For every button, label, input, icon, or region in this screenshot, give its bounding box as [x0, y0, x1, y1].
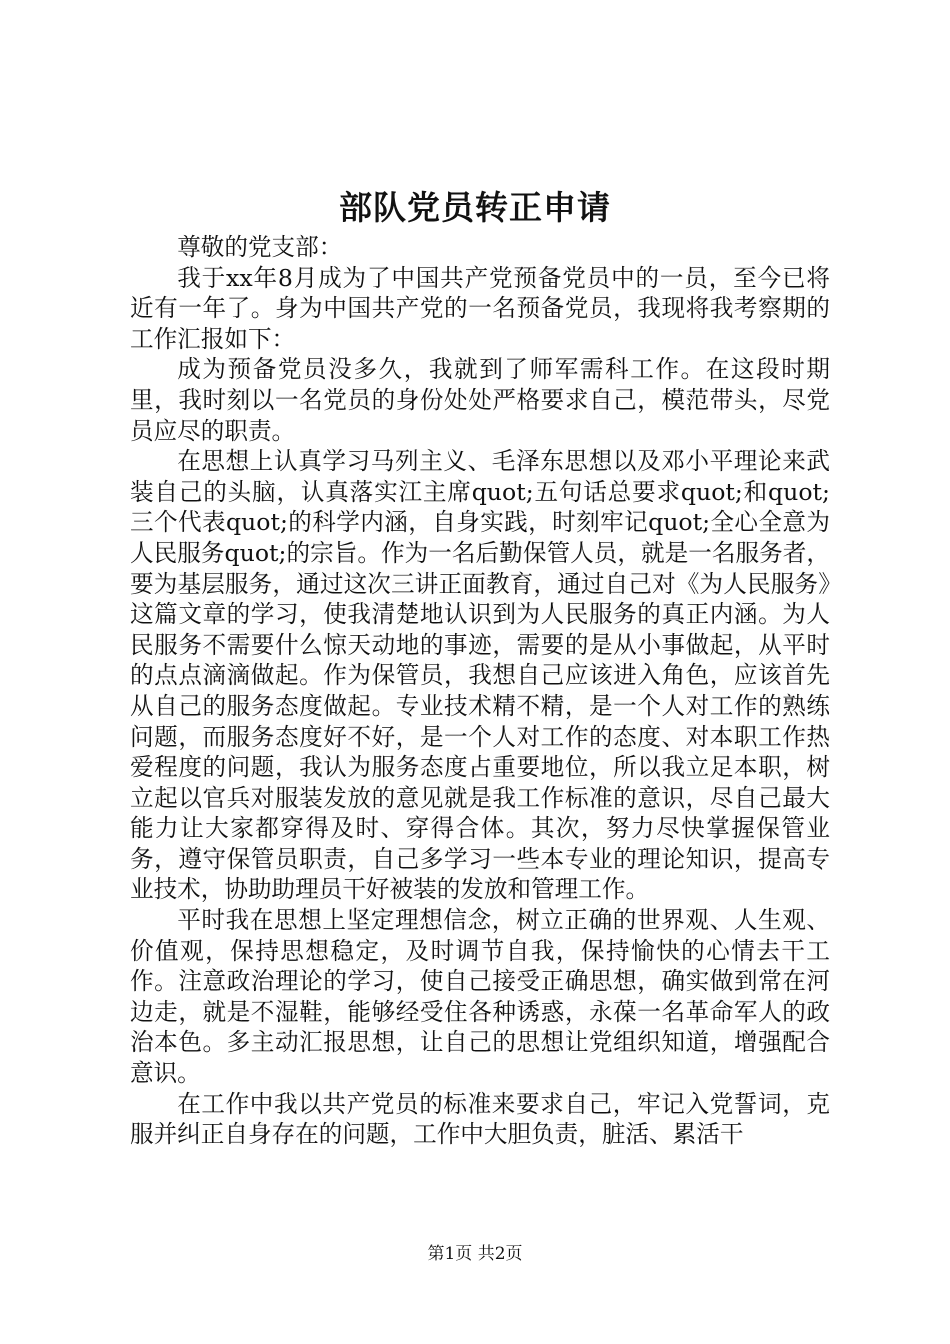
- page-total: 共2页: [477, 1244, 523, 1264]
- body-paragraph: 在思想上认真学习马列主义、毛泽东思想以及邓小平理论来武装自己的头脑，认真落实江主席quot;五句话总要求quot;和quot;三个代表quot;的科学内涵，自身实践，时刻牢记quot;全心全意为人民服务quot;的宗旨。作为一名后勤保管人员，就是一名服务者，要为基层服务，通过这次三讲正面教育，通过自己对《为人民服务》这篇文章的学习，使我清楚地认识到为人民服务的真正内涵。为人民服务不需要什么惊天动地的事迹，需要的是从小事做起，从平时的点点滴滴做起。作为保管员，我想自己应该进入角色，应该首先从自己的服务态度做起。专业技术精不精，是一个人对工作的熟练问题，而服务态度好不好，是一个人对工作的态度、对本职工作热爱程度的问题，我认为服务态度占重要地位，所以我立足本职，树立起以官兵对服装发放的意见就是我工作标准的意识，尽自己最大能力让大家都穿得及时、穿得合体。其次，努力尽快掌握保管业务，遵守保管员职责，自己多学习一些本专业的理论知识，提高专业技术，协助助理员干好被装的发放和管理工作。: [130, 447, 830, 904]
- page-footer: [0, 1242, 950, 1266]
- document-body: [130, 232, 830, 1150]
- body-paragraph: 我于xx年8月成为了中国共产党预备党员中的一员，至今已将近有一年了。身为中国共产党的一名预备党员，我现将我考察期的工作汇报如下：: [130, 263, 830, 353]
- body-paragraph: 平时我在思想上坚定理想信念，树立正确的世界观、人生观、价值观，保持思想稳定，及时调节自我，保持愉快的心情去干工作。注意政治理论的学习，使自己接受正确思想，确实做到常在河边走，就是不湿鞋，能够经受住各种诱惑，永葆一名革命军人的政治本色。多主动汇报思想，让自己的思想让党组织知道，增强配合意识。: [130, 906, 830, 1088]
- body-paragraph: 成为预备党员没多久，我就到了师军需科工作。在这段时期里，我时刻以一名党员的身份处处严格要求自己，模范带头，尽党员应尽的职责。: [130, 355, 830, 445]
- body-paragraph: 在工作中我以共产党员的标准来要求自己，牢记入党誓词，克服并纠正自身存在的问题，工作中大胆负责，脏活、累活干: [130, 1089, 830, 1149]
- document-title: 部队党员转正申请: [339, 188, 611, 227]
- salutation: 尊敬的党支部：: [177, 233, 343, 261]
- page-number: 第1页: [427, 1244, 473, 1264]
